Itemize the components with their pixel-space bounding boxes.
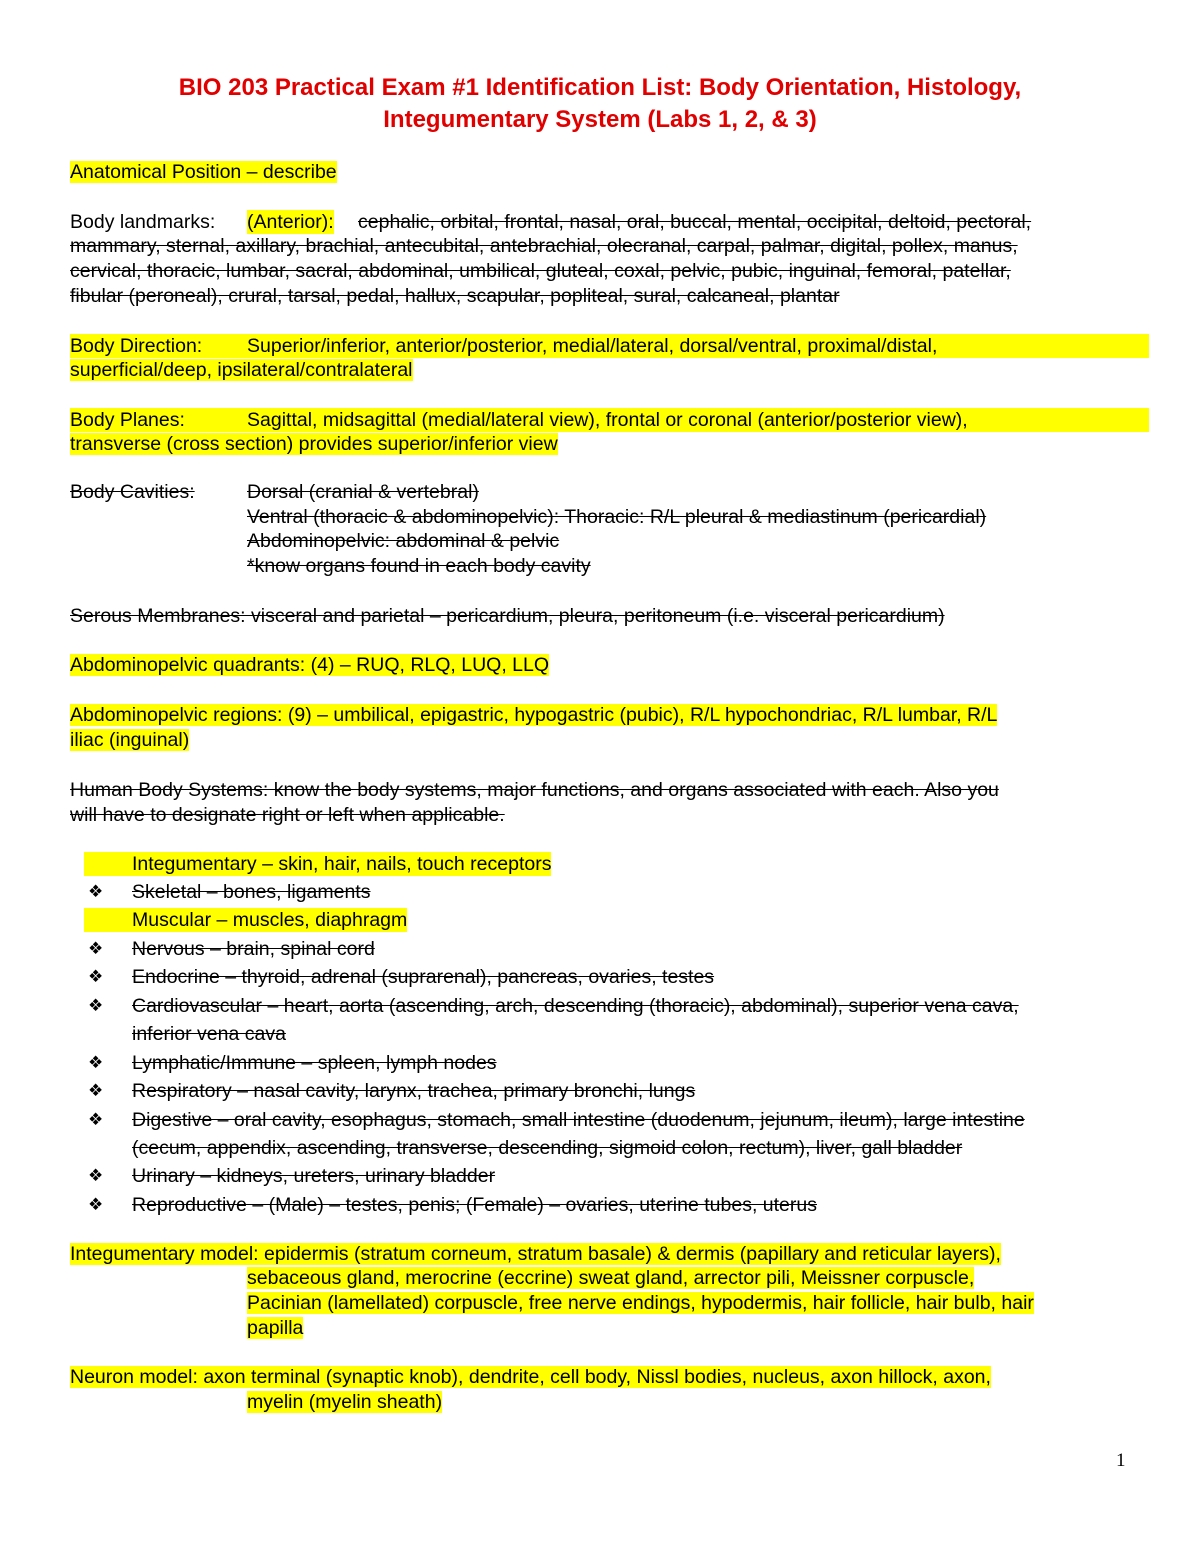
page-number: 1: [1116, 1450, 1126, 1471]
landmarks-list-2: mammary, sternal, axillary, brachial, antecubital, antebrachial, olecranal, carpal, palmar, digital, pollex, manus,: [70, 235, 1018, 257]
bullet-icon: ❖: [88, 1081, 104, 1100]
system-muscular: Muscular – muscles, diaphragm: [112, 908, 407, 932]
landmarks-list-3: cervical, thoracic, lumbar, sacral, abdominal, umbilical, gluteal, coxal, pelvic, pubic, inguinal, femoral, patellar,: [70, 260, 1011, 282]
integ-model-line-1: Integumentary model: epidermis (stratum corneum, stratum basale) & dermis (papillary and reticular layers),: [70, 1243, 1001, 1265]
cavities-ventral: Ventral (thoracic & abdominopelvic): Thoracic: R/L pleural & mediastinum (pericardial): [247, 506, 987, 528]
planes-line-1: [70, 408, 1149, 432]
cavities-abdominopelvic: Abdominopelvic: abdominal & pelvic: [247, 530, 560, 552]
system-respiratory: Respiratory – nasal cavity, larynx, trachea, primary bronchi, lungs: [132, 1080, 696, 1102]
direction-label: Body Direction:: [70, 335, 203, 357]
planes-label: Body Planes:: [70, 409, 185, 431]
bullet-icon: ❖: [88, 1110, 104, 1129]
abdominopelvic-quadrants: Abdominopelvic quadrants: (4) – RUQ, RLQ, LUQ, LLQ: [70, 654, 550, 676]
systems-intro-2: will have to designate right or left when applicable.: [70, 804, 505, 826]
bullet-icon: ❖: [88, 1053, 104, 1072]
systems-intro-1: Human Body Systems: know the body systems, major functions, and organs associated with each. Also you: [70, 779, 999, 801]
title-line-2: Integumentary System (Labs 1, 2, & 3): [383, 106, 817, 133]
bullet-icon: ❖: [88, 996, 104, 1015]
system-digestive-1: Digestive – oral cavity, esophagus, stomach, small intestine (duodenum, jejunum, ileum), large intestine: [132, 1109, 1025, 1131]
neuron-model-line-1: Neuron model: axon terminal (synaptic knob), dendrite, cell body, Nissl bodies, nucleus, axon hillock, axon,: [70, 1366, 991, 1388]
direction-text-1: Superior/inferior, anterior/posterior, medial/lateral, dorsal/ventral, proximal/distal,: [247, 335, 938, 357]
bullet-icon: ❖: [88, 1166, 104, 1185]
integ-model-line-2: sebaceous gland, merocrine (eccrine) sweat gland, arrector pili, Meissner corpuscle,: [247, 1267, 975, 1289]
system-endocrine: Endocrine – thyroid, adrenal (suprarenal), pancreas, ovaries, testes: [132, 966, 715, 988]
regions-line-2: iliac (inguinal): [70, 729, 190, 751]
neuron-model-line-2: myelin (myelin sheath): [247, 1391, 443, 1413]
cavities-note: *know organs found in each body cavity: [247, 555, 591, 577]
planes-line-2: transverse (cross section) provides superior/inferior view: [70, 433, 558, 455]
landmarks-label: Body landmarks:: [70, 211, 216, 233]
system-nervous: Nervous – brain, spinal cord: [132, 938, 375, 960]
bullet-icon: ❖: [88, 967, 104, 986]
bullet-icon: ❖: [88, 939, 104, 958]
title-line-1: BIO 203 Practical Exam #1 Identification List: Body Orientation, Histology,: [178, 74, 1022, 101]
system-urinary: Urinary – kidneys, ureters, urinary bladder: [132, 1165, 496, 1187]
bullet-icon: ❖: [88, 1195, 104, 1214]
cavities-dorsal: Dorsal (cranial & vertebral): [247, 481, 479, 503]
system-cardiovascular-2: inferior vena cava: [132, 1023, 286, 1045]
system-reproductive: Reproductive – (Male) – testes, penis; (Female) – ovaries, uterine tubes, uterus: [132, 1194, 817, 1216]
landmarks-list-4: fibular (peroneal), crural, tarsal, pedal, hallux, scapular, popliteal, sural, calcaneal, plantar: [70, 285, 840, 307]
serous-membranes: Serous Membranes: visceral and parietal – pericardium, pleura, peritoneum (i.e. visceral pericardium): [70, 605, 945, 627]
system-integumentary: Integumentary – skin, hair, nails, touch receptors: [112, 852, 551, 876]
landmarks-line-1: [70, 210, 1032, 234]
landmarks-list-1: cephalic, orbital, frontal, nasal, oral, buccal, mental, occipital, deltoid, pectoral,: [358, 211, 1032, 233]
planes-text-1: Sagittal, midsagittal (medial/lateral view), frontal or coronal (anterior/posterior view),: [247, 409, 968, 431]
system-skeletal: Skeletal – bones, ligaments: [132, 881, 371, 903]
bullet-icon: ❖: [88, 882, 104, 901]
system-digestive-2: (cecum, appendix, ascending, transverse, descending, sigmoid colon, rectum), liver, gall bladder: [132, 1137, 963, 1159]
landmarks-anterior: (Anterior):: [247, 211, 334, 233]
cavities-label: Body Cavities:: [70, 481, 195, 503]
direction-line-2: superficial/deep, ipsilateral/contralateral: [70, 359, 413, 381]
system-lymphatic: Lymphatic/Immune – spleen, lymph nodes: [132, 1052, 497, 1074]
integ-model-line-4: papilla: [247, 1317, 304, 1339]
regions-line-1: Abdominopelvic regions: (9) – umbilical, epigastric, hypogastric (pubic), R/L hypochondriac, R/L lumbar, R/L: [70, 704, 998, 726]
anatomical-position: Anatomical Position – describe: [70, 161, 337, 183]
integ-model-line-3: Pacinian (lamellated) corpuscle, free nerve endings, hypodermis, hair follicle, hair bulb, hair: [247, 1292, 1034, 1314]
system-cardiovascular-1: Cardiovascular – heart, aorta (ascending, arch, descending (thoracic), abdominal), superior vena cava,: [132, 995, 1019, 1017]
direction-line-1: [70, 334, 1149, 358]
